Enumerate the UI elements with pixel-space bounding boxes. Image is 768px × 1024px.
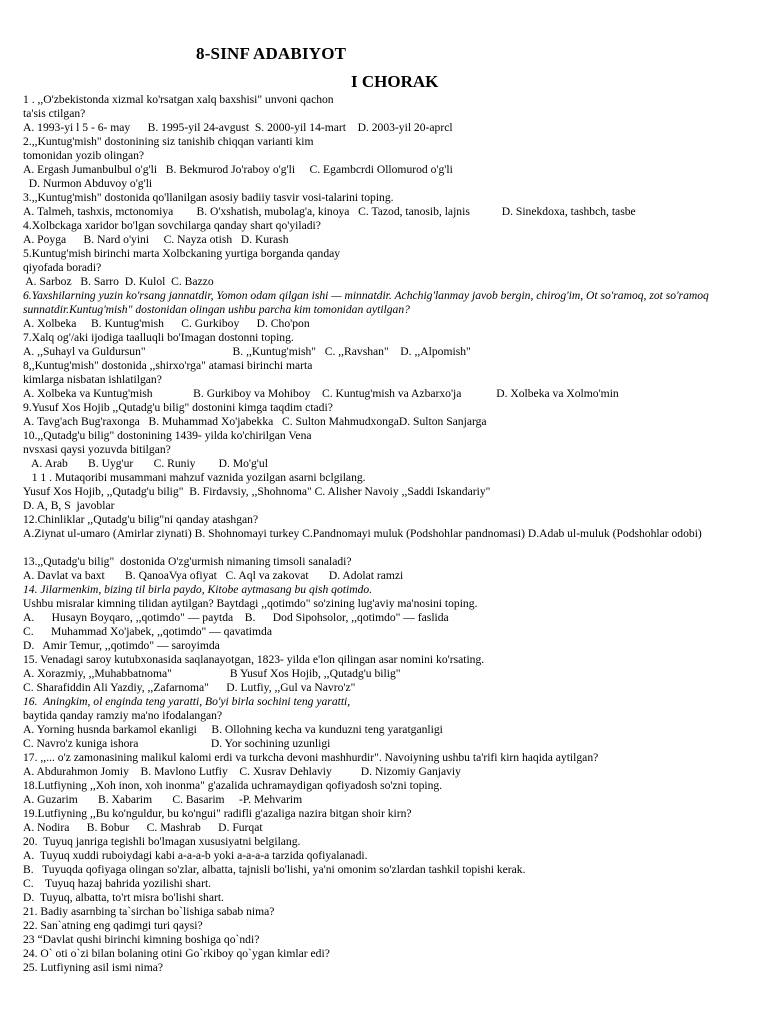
text-line: A. Tavg'ach Bug'raxonga B. Muhammad Xo'jabekka C. Sulton MahmudxongaD. Sulton Sanjarga [23, 415, 487, 428]
text-line: 2.,,Kuntug'mish" dostonining siz tanishib chiqqan varianti kim [23, 135, 314, 148]
text-line: C. Sharafiddin Ali Yazdiy, ,,Zafarnoma" D. Lutfiy, ,,Gul va Navro'z" [23, 681, 356, 694]
text-line: 3.,,Kuntug'mish" dostonida qo'llanilgan asosiy badiiy tasvir vosi-talarini toping. [23, 191, 394, 204]
text-line: 12.Chinliklar ,,Qutadg'u bilig"ni qanday atashgan? [23, 513, 259, 526]
text-line: 13.,,Qutadg'u bilig" dostonida O'zg'urmish nimaning timsoli sanaladi? [23, 555, 352, 568]
text-line: B. Tuyuqda qofiyaga olingan so'zlar, albatta, tajnisli bo'lishi, ya'ni omonim so'zlardan tashkil topishi kerak. [23, 863, 526, 876]
text-line: 10.,,Qutadg'u bilig" dostonining 1439- yilda ko'chirilgan Vena [23, 429, 312, 442]
text-line: 8,,Kuntug'mish" dostonida ,,shirxo'rga" atamasi birinchi marta [23, 359, 313, 372]
text-line: Yusuf Xos Hojib, ,,Qutadg'u bilig" B. Firdavsiy, ,,Shohnoma" C. Alisher Navoiy ,,Saddi Iskandariy" [23, 485, 491, 498]
text-line: nvsxasi qaysi yozuvda bitilgan? [23, 443, 171, 456]
text-line: D. A, B, S javoblar [23, 499, 115, 512]
text-line: A.Ziynat ul-umaro (Amirlar ziynati) B. Shohnomayi turkey C.Pandnomayi muluk (Podshohlar pandnomasi) D.Adab ul-muluk (Podshohlar odobi) [23, 527, 702, 540]
text-line: A. Xolbeka B. Kuntug'mish C. Gurkiboy D. Cho'pon [23, 317, 310, 330]
text-line: A. Xorazmiy, ,,Muhabbatnoma" B Yusuf Xos Hojib, ,,Qutadg'u bilig" [23, 667, 401, 680]
text-line: 18.Lutfiyning ,,Xoh inon, xoh inonma" g'azalida uchramaydigan qofiyadosh so'zni toping. [23, 779, 443, 792]
text-line: A. ,,Suhayl va Guldursun" B. ,,Kuntug'mish" C. ,,Ravshan" D. ,,Alpomish" [23, 345, 471, 358]
text-line: 7.Xalq og'/aki ijodiga taalluqli bo'Imagan dostonni toping. [23, 331, 294, 344]
text-line: A. Talmeh, tashxis, mctonomiya B. O'xshatish, mubolag'a, kinoya C. Tazod, tanosib, lajnis D. Sinekdoxa, tashbch, tasbe [23, 205, 636, 218]
text-line: A. Guzarim B. Xabarim C. Basarim -P. Mehvarim [23, 793, 303, 806]
text-line: 22. San`atning eng qadimgi turi qaysi? [23, 919, 203, 932]
text-line: 20. Tuyuq janriga tegishli bo'lmagan xususiyatni belgilang. [23, 835, 301, 848]
text-line: 5.Kuntug'mish birinchi marta Xolbckaning yurtiga borganda qanday [23, 247, 341, 260]
text-line: A. Sarboz B. Sarro D. Kulol C. Bazzo [23, 275, 214, 288]
text-line: 4.Xolbckaga xaridor bo'lgan sovchilarga qanday shart qo'yiladi? [23, 219, 321, 232]
text-line: D. Amir Temur, ,,qotimdo" — saroyimda [23, 639, 220, 652]
text-line: D. Nurmon Abduvoy o'g'li [23, 177, 153, 190]
text-line: 25. Lutfiyning asil ismi nima? [23, 961, 164, 974]
text-line: 14. Jilarmenkim, bizing til birla paydo, Kitobe aytmasang bu qish qotimdo. [23, 583, 373, 596]
text-line: 15. Venadagi saroy kutubxonasida saqlanayotgan, 1823- yilda e'lon qilingan asar nomini ko'rsating. [23, 653, 485, 666]
text-line: 6.Yaxshilarning yuzin ko'rsang jannatdir, Yomon odam qilgan ishi — minnatdir. Achchig'lanmay javob bergin, chirog'im, Ot so'ramoq, zot so'ramoq sunnatdir.Kuntug'mish" dostonidan olingan ushbu parcha kim tomonidan aytilgan? [23, 289, 709, 316]
text-line: 21. Badiy asarnbing ta`sirchan bo`lishiga sabab nima? [23, 905, 275, 918]
text-line: A. Xolbeka va Kuntug'mish B. Gurkiboy va Mohiboy C. Kuntug'mish va Azbarxo'ja D. Xolbeka va Xolmo'min [23, 387, 619, 400]
text-line: A. Husayn Boyqaro, ,,qotimdo" — paytda B. Dod Sipohsolor, ,,qotimdo" — faslida [23, 611, 449, 624]
text-line: A. Nodira B. Bobur C. Mashrab D. Furqat [23, 821, 263, 834]
text-line: A. Arab B. Uyg'ur C. Runiy D. Mo'g'ul [23, 457, 268, 470]
text-line: C. Muhammad Xo'jabek, ,,qotimdo" — qavatimda [23, 625, 272, 638]
text-line: A. 1993-yi l 5 - 6- may B. 1995-yil 24-avgust S. 2000-yil 14-mart D. 2003-yil 20-aprcl [23, 121, 453, 134]
text-line: 1 1 . Mutaqoribi musammani mahzuf vaznida yozilgan asarni bclgilang. [23, 471, 366, 484]
text-line: 17. ,,... o'z zamonasining malikul kalomi erdi va turkcha devoni mashhurdir". Navoiyning ushbu ta'rifi kirn haqida aytilgan? [23, 751, 599, 764]
text-line: 16. Aningkim, ol enginda teng yaratti, Bo'yi birla sochini teng yaratti, [23, 695, 351, 708]
text-line: A. Abdurahmon Jomiy B. Mavlono Lutfiy C. Xusrav Dehlaviy D. Nizomiy Ganjaviy [23, 765, 461, 778]
text-line: A. Tuyuq xuddi ruboiydagi kabi a-a-a-b yoki a-a-a-a tarzida qofiyalanadi. [23, 849, 368, 862]
text-line: ta'sis ctilgan? [23, 107, 86, 120]
text-line: A. Poyga B. Nard o'yini C. Nayza otish D. Kurash [23, 233, 289, 246]
text-line: A. Davlat va baxt B. QanoaVya ofiyat C. Aql va zakovat D. Adolat ramzi [23, 569, 404, 582]
text-line: 23 “Davlat qushi birinchi kimning boshiga qo`ndi? [23, 933, 260, 946]
text-line: 9.Yusuf Xos Hojib ,,Qutadg'u bilig" dostonini kimga taqdim ctadi? [23, 401, 333, 414]
text-line: A. Ergash Jumanbulbul o'g'li B. Bekmurod Jo'raboy o'g'li C. Egambcrdi Ollomurod o'g'li [23, 163, 453, 176]
text-line: Ushbu misralar kimning tilidan aytilgan? Baytdagi ,,qotimdo" so'zining lug'aviy ma'nosini toping. [23, 597, 478, 610]
text-line: kimlarga nisbatan ishlatilgan? [23, 373, 162, 386]
text-line: tomonidan yozib olingan? [23, 149, 145, 162]
text-line: baytida qanday ramziy ma'no ifodalangan? [23, 709, 223, 722]
question-list [23, 93, 753, 975]
text-line: qiyofada boradi? [23, 261, 102, 274]
text-line: 1 . ,,O'zbekistonda xizmal ko'rsatgan xalq baxshisi" unvoni qachon [23, 93, 334, 106]
text-line: 19.Lutfiyning ,,Bu ko'nguldur, bu ko'ngui" radifli g'azaliga nazira bitgan shoir kirn? [23, 807, 412, 820]
document-title: 8-SINF ADABIYOT [196, 44, 347, 63]
text-line: A. Yorning husnda barkamol ekanligi B. Ollohning kecha va kunduzni teng yaratganligi [23, 723, 443, 736]
text-line: C. Tuyuq hazaj bahrida yozilishi shart. [23, 877, 212, 890]
text-line: 24. O` oti o`zi bilan bolaning otini Go`rkiboy qo`ygan kimlar edi? [23, 947, 330, 960]
text-line: C. Navro'z kuniga ishora D. Yor sochining uzunligi [23, 737, 331, 750]
document-subtitle: I CHORAK [351, 72, 439, 91]
text-line: D. Tuyuq, albatta, to'rt misra bo'lishi shart. [23, 891, 224, 904]
